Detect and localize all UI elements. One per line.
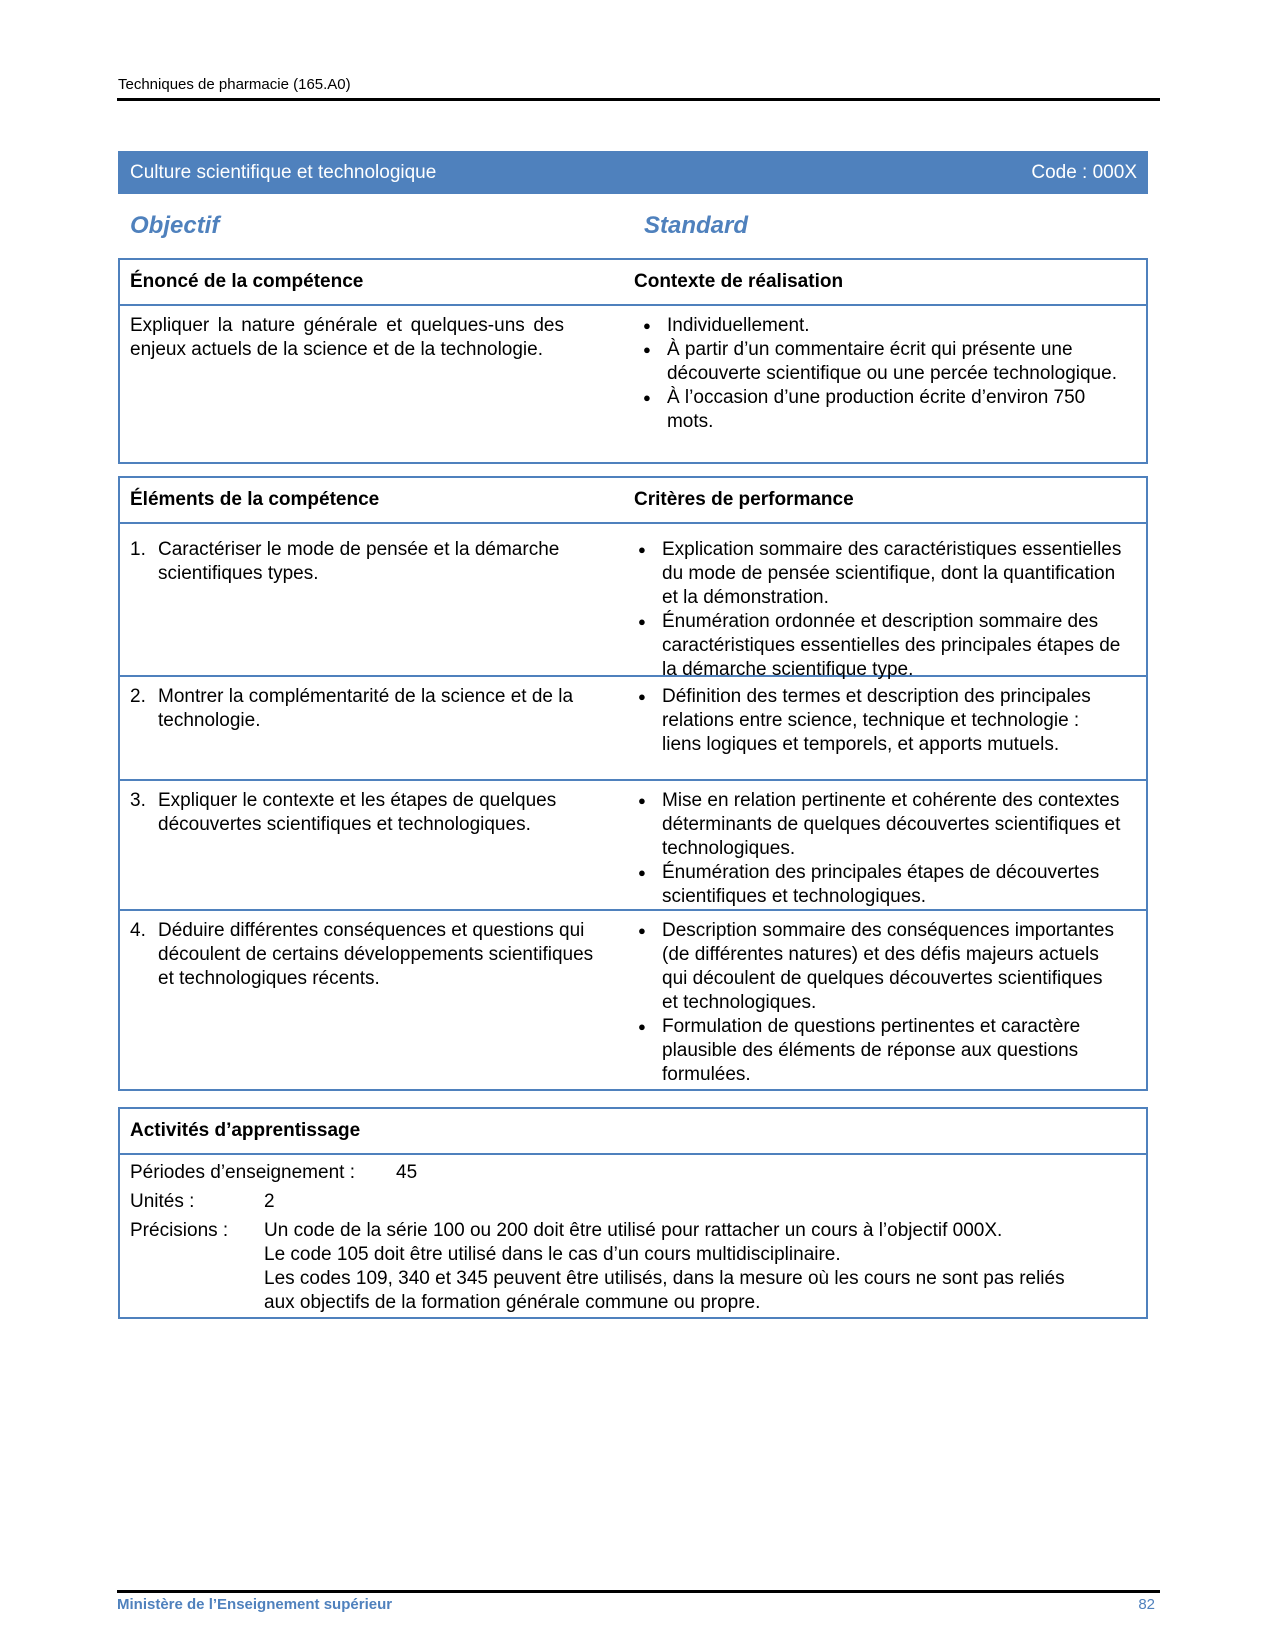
criteres-heading: Critères de performance [634,489,854,510]
element-number: 1. [130,539,146,560]
criteria-list [634,919,1146,1087]
table-row [120,677,1146,781]
bullet-icon: ● [638,923,646,938]
list-item: ● Mise en relation pertinente et cohérente des contextes déterminants de quelques découvertes scientifiques et technologiques. [634,789,1146,861]
element-number: 4. [130,920,146,941]
page-header [117,76,1160,101]
periods-value: 45 [396,1162,418,1183]
precisions-text [264,1219,1084,1315]
element-number: 2. [130,686,146,707]
element-text: Expliquer le contexte et les étapes de quelques découvertes scientifiques et technologiques. [158,790,557,835]
precision-item: Les codes 109, 340 et 345 peuvent être utilisés, dans la mesure où les cours ne sont pas reliés aux objectifs de la formation générale commune ou propre. [264,1268,1065,1313]
list-item: ● Énumération des principales étapes de découvertes scientifiques et technologiques. [634,861,1146,909]
table-row [120,781,1146,911]
activities-heading: Activités d’apprentissage [130,1120,361,1141]
list-item: ● Formulation de questions pertinentes et caractère plausible des éléments de réponse aux questions formulées. [634,1015,1146,1087]
objectif-heading: Objectif [130,212,220,239]
activities-header [120,1109,1146,1155]
list-item: ● Énumération ordonnée et description sommaire des caractéristiques essentielles des principales étapes de la démarche scientifique type. [634,610,1146,682]
course-title-bar [118,151,1148,194]
criteria-list [634,538,1146,682]
enonce-heading: Énoncé de la compétence [130,271,364,292]
periods-label: Périodes d’enseignement : [130,1162,355,1183]
criteria-list [634,685,1146,757]
bullet-icon: ● [638,865,646,880]
competence-header [120,260,1146,306]
table-row [120,911,1146,1089]
program-title: Techniques de pharmacie (165.A0) [118,76,351,93]
list-item: ● Définition des termes et description des principales relations entre science, technique et technologie : liens logiques et temporels, et apports mutuels. [634,685,1146,757]
bullet-icon: ● [638,614,646,629]
elements-box [118,476,1148,1091]
precisions-label: Précisions : [130,1220,229,1241]
footer-ministry: Ministère de l’Enseignement supérieur [117,1596,393,1613]
contexte-heading: Contexte de réalisation [634,271,844,292]
element-text: Déduire différentes conséquences et questions qui découlent de certains développements scientifiques et technologiques récents. [158,920,594,989]
activities-box [118,1107,1148,1319]
element-item [120,789,634,837]
element-text: Montrer la complémentarité de la science et de la technologie. [158,686,574,731]
bullet-icon: ● [638,689,646,704]
list-item: ● Description sommaire des conséquences importantes (de différentes natures) et des défis majeurs actuels qui découlent de quelques découvertes scientifiques et technologiques. [634,919,1146,1015]
element-number: 3. [130,790,146,811]
bullet-icon: ● [638,793,646,808]
units-line [130,1190,1136,1219]
competence-statement-cell [120,314,639,434]
bullet-icon: ● [642,318,651,333]
list-item: ● À l’occasion d’une production écrite d’environ 750 mots. [639,386,1146,434]
bullet-icon: ● [642,342,651,357]
element-item [120,919,634,991]
course-title: Culture scientifique et technologique [130,161,437,183]
precision-item: Le code 105 doit être utilisé dans le cas d’un cours multidisciplinaire. [264,1244,841,1265]
units-value: 2 [264,1191,275,1212]
context-cell [639,314,1146,434]
column-headings [130,212,1130,242]
element-item [120,685,634,733]
bullet-icon: ● [642,390,651,405]
precisions-line [130,1219,1136,1315]
table-row [120,524,1146,680]
bullet-icon: ● [638,1019,646,1034]
element-item [120,538,634,586]
page-number: 82 [1138,1596,1155,1613]
list-item: ● À partir d’un commentaire écrit qui présente une découverte scientifique ou une percée technologique. [639,338,1146,386]
periods-line [130,1161,1136,1190]
competence-body [120,306,1146,434]
elements-header [120,478,1146,524]
units-label: Unités : [130,1191,195,1212]
competence-box [118,258,1148,464]
course-code: Code : 000X [1031,161,1137,183]
element-text: Caractériser le mode de pensée et la démarche scientifiques types. [158,539,560,584]
criteria-list [634,789,1146,909]
list-item: ● Explication sommaire des caractéristiques essentielles du mode de pensée scientifique, dont la quantification et la démonstration. [634,538,1146,610]
elements-heading: Éléments de la compétence [130,489,380,510]
activities-info [120,1155,1146,1315]
context-list [639,314,1146,434]
list-item: ● Individuellement. [639,314,1146,338]
competence-statement: Expliquer la nature générale et quelques-uns des enjeux actuels de la science et de la technologie. [130,315,564,360]
page-footer [117,1590,1160,1613]
precision-item: Un code de la série 100 ou 200 doit être utilisé pour rattacher un cours à l’objectif 000X. [264,1220,1003,1241]
bullet-icon: ● [638,542,646,557]
standard-heading: Standard [644,212,749,239]
